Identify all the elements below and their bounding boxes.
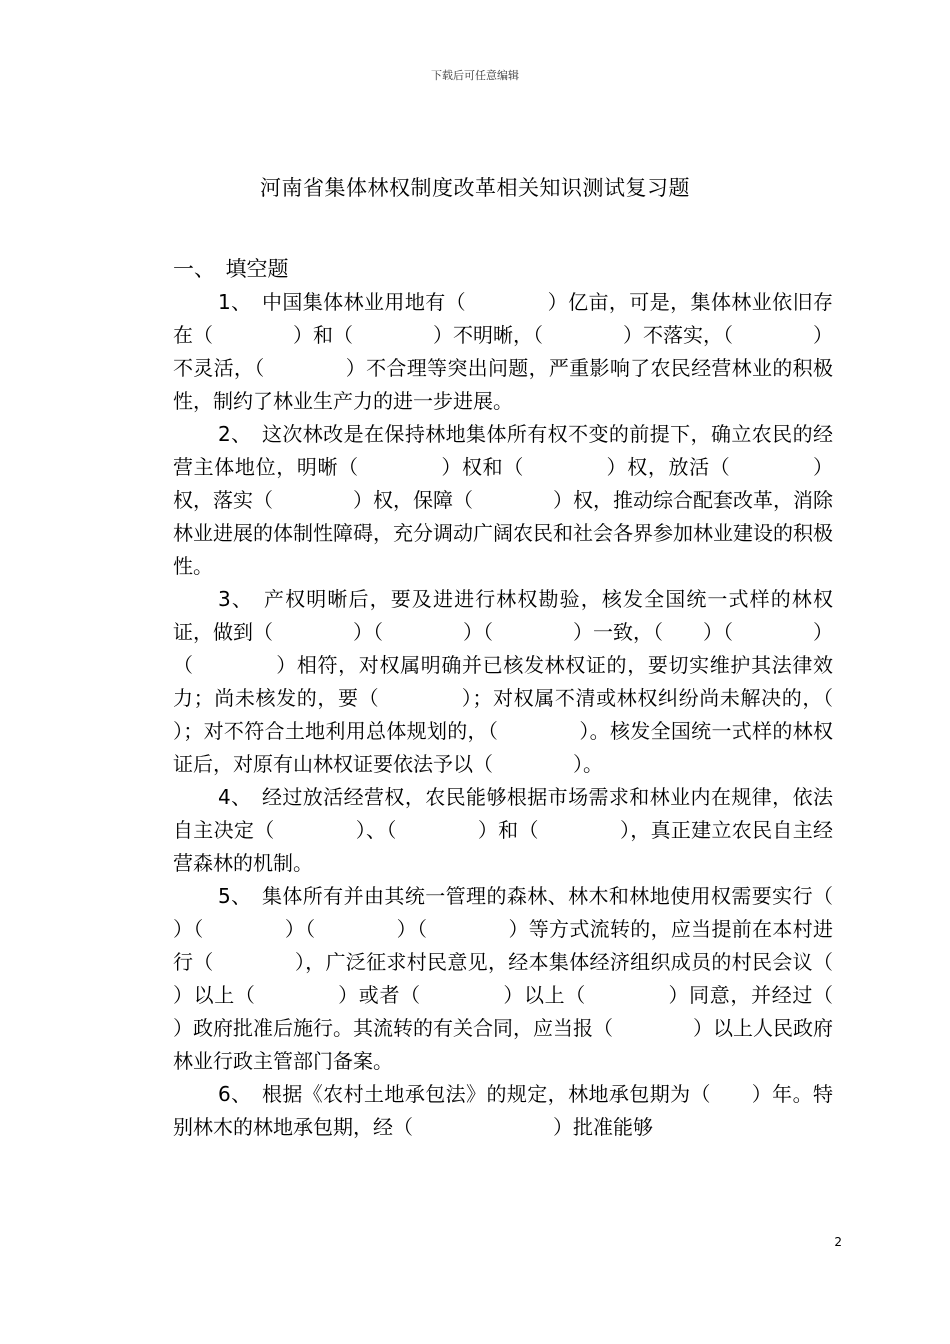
document-body	[173, 253, 913, 1144]
document-title: 河南省集体林权制度改革相关知识测试复习题	[260, 176, 690, 200]
section-heading: 一、 填空题	[173, 257, 289, 281]
question-4: 4、 经过放活经营权，农民能够根据市场需求和林业内在规律，依法自主决定（ ）、（ ）和（ ），真正建立农民自主经营森林的机制。	[173, 785, 833, 875]
question-5: 5、 集体所有并由其统一管理的森林、林木和林地使用权需要实行（ ）（ ）（ ）（ ）等方式流转的，应当提前在本村进行（ ），广泛征求村民意见，经本集体经济组织成员的村民会议（ ）以上（ ）或者（ ）以上（ ）同意，并经过（ ）政府批准后施行。其流转的有关合同，应当报（ ）以上人民政府林业行政主管部门备案。	[173, 884, 913, 1073]
question-2: 2、 这次林改是在保持林地集体所有权不变的前提下，确立农民的经营主体地位，明晰（ ）权和（ ）权，放活（ ）权，落实（ ）权，保障（ ）权，推动综合配套改革，消除林业进展的体制性障碍，充分调动广阔农民和社会各界参加林业建设的积极性。	[173, 422, 833, 578]
question-6: 6、 根据《农村土地承包法》的规定，林地承包期为（ ）年。特别林木的林地承包期，经（ ）批准能够	[173, 1082, 833, 1139]
question-3: 3、 产权明晰后，要及进进行林权勘验，核发全国统一式样的林权证，做到（ ）（ ）（ ）一致，（ ）（ ）（ ）相符，对权属明确并已核发林权证的，要切实维护其法律效力；尚未核发的，要（ ）；对权属不清或林权纠纷尚未解决的，（ ）；对不符合土地利用总体规划的，（ ）。核发全国统一式样的林权证后，对原有山林权证要依法予以（ ）。	[173, 587, 913, 776]
header-note: 下载后可任意编辑	[431, 69, 519, 82]
page-number: 2	[834, 1235, 842, 1249]
question-1: 1、 中国集体林业用地有（ ）亿亩，可是，集体林业依旧存在（ ）和（ ）不明晰，（ ）不落实，（ ）不灵活，（ ）不合理等突出问题，严重影响了农民经营林业的积极性，制约了林业生产力的进一步进展。	[173, 290, 833, 413]
